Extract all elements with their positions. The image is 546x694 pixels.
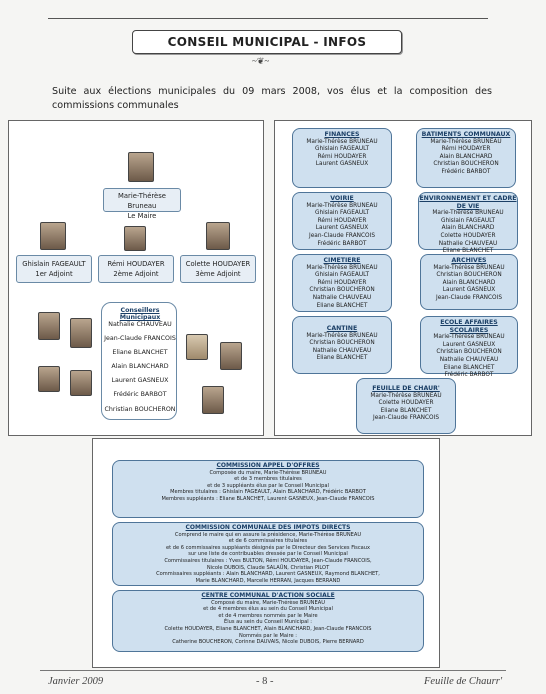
special-commission-title: CENTRE COMMUNAL D'ACTION SOCIALE [201,592,335,599]
commission-member: Laurent GASNEUX [442,341,496,348]
commission-member: Christian BOUCHERON [436,349,502,356]
commission-title: FEUILLE DE CHAUR' [372,385,440,392]
commission-member: Jean-Claude FRANCOIS [436,294,502,301]
commission-member: Marie-Thérèse BRUNEAU [433,334,505,341]
commission-title: BATIMENTS COMMUNAUX [421,131,511,138]
councillor-photo [202,386,224,414]
commission-member: Alain BLANCHARD [442,279,496,286]
special-commission-box [112,522,424,586]
commission-member: Eliane BLANCHET [443,364,495,371]
special-commission-line: Élus au sein du Conseil Municipal : [224,619,312,626]
commission-member: Ghislain FAGEAULT [314,146,370,153]
footer-date: Janvier 2009 [48,676,104,687]
commission-member: Eliane BLANCHET [316,302,368,309]
commission-title: ENVIRONNEMENT ET CADRE DE VIE [419,195,517,210]
commission-member: Alain BLANCHARD [441,225,495,232]
special-commission-line: Comprend le maire qui en assure la présidence, Marie-Thérèse BRUNEAU [174,531,362,538]
commission-box [418,192,518,255]
special-commission-line: et de 4 membres nommés par le Maire [218,612,318,619]
commission-member: Nathalie CHAUVEAU [312,294,372,301]
commission-member: Nathalie CHAUVEAU [439,356,499,363]
commission-box [420,254,518,310]
special-commission-line: Nicole DUBOIS, Claude SALAÜN, Christian PILOT [206,564,330,571]
councillors-title: Conseillers Municipaux [119,307,161,321]
special-commission-line: et de 4 membres élus au sein du Conseil Municipal [203,606,333,613]
commission-member: Ghislain FAGEAULT [314,210,370,217]
councillor-photo [38,366,60,392]
adjoint-3-box [180,255,256,283]
commission-member: Marie-Thérèse BRUNEAU [306,138,378,145]
commission-member: Marie-Thérèse BRUNEAU [430,138,502,145]
councillor-name: Jean-Claude FRANCOIS [104,335,176,342]
commission-title: VOIRIE [330,195,354,202]
special-commission-line: et de 3 suppléants élus par le Conseil Municipal [207,482,329,489]
commission-box [292,254,392,312]
commission-box [416,128,516,188]
councillor-name: Nathalie CHAUVEAU [108,321,172,328]
special-commission-line: et de 3 membres titulaires [234,476,302,483]
mayor-photo [128,152,154,182]
commission-member: Ghislain FAGEAULT [314,272,370,279]
commission-member: Christian BOUCHERON [309,287,375,294]
special-commission-line: Commissaires suppléants : Alain BLANCHARD, Laurent GASNEUX, Raymond BLANCHET, [156,571,380,578]
commission-title: CIMETIERE [323,257,361,264]
councillor-photo [70,370,92,396]
special-commission-box [112,590,424,652]
special-commission-line: Catherine BOUCHERON, Corinne DAUVAIS, Nicole DUBOIS, Pierre BERNARD [172,639,364,646]
commission-member: Ghislain FAGEAULT [440,217,496,224]
special-commission-title: COMMISSION APPEL D'OFFRES [216,462,320,469]
adjoint-2-photo [124,226,146,251]
commission-member: Marie-Thérèse BRUNEAU [306,202,378,209]
commission-member: Marie-Thérèse BRUNEAU [432,210,504,217]
commission-member: Alain BLANCHARD [439,153,493,160]
footer-publication: Feuille de Chaurr' [424,676,503,687]
title-ornament: ~❦~ [252,56,270,66]
commission-box [292,316,392,374]
special-commission-line: Membres suppléants : Eliane BLANCHET, Laurent GASNEUX, Jean-Claude FRANCOIS [161,495,375,502]
commission-title: ARCHIVES [451,257,487,264]
commission-member: Laurent GASNEUX [442,287,496,294]
mayor-name: Marie-Thérèse Bruneau [118,192,166,210]
councillor-name: Laurent GASNEUX [111,377,169,384]
commission-member: Colette HOUDAYER [378,400,434,407]
commission-member: Frédéric BARBOT [441,168,491,175]
commission-member: Laurent GASNEUX [315,225,369,232]
special-commission-line: Composée du maire, Marie-Thérèse BRUNEAU [209,469,327,476]
special-commission-line: et de 6 commissaires suppléants désignés par le Directeur des Services Fiscaux [165,544,370,551]
commission-member: Christian BOUCHERON [309,340,375,347]
commission-member: Christian BOUCHERON [433,161,499,168]
commission-member: Rémi HOUDAYER [317,279,367,286]
councillor-name: Christian BOUCHERON [104,406,176,413]
commission-member: Laurent GASNEUX [315,161,369,168]
commission-member: Eliane BLANCHET [442,248,494,255]
commission-member: Rémi HOUDAYER [317,217,367,224]
councillors-box [101,302,177,420]
adjoint-1-name: Ghislain FAGEAULT [22,260,86,268]
commission-member: Eliane BLANCHET [316,355,368,362]
adjoint-2-name: Rémi HOUDAYER [107,260,165,268]
commission-member: Marie-Thérèse BRUNEAU [306,264,378,271]
commission-member: Jean-Claude FRANCOIS [309,232,375,239]
adjoint-3-name: Colette HOUDAYER [185,260,251,268]
commission-member: Colette HOUDAYER [440,232,496,239]
commission-box [292,128,392,188]
special-commission-line: Nommés par le Maire : [239,632,297,639]
special-commission-line: Membres titulaires : Ghislain FAGEAULT, Alain BLANCHARD, Frédéric BARBOT [170,489,366,496]
councillor-photo [220,342,242,370]
adjoint-1-role: 1er Adjoint [35,270,73,278]
special-commission-title: COMMISSION COMMUNALE DES IMPOTS DIRECTS [185,524,351,531]
mayor-role: Le Maire [127,212,157,220]
commission-member: Marie-Thérèse BRUNEAU [306,332,378,339]
mayor-box [103,188,181,220]
councillor-photo [186,334,208,360]
commission-member: Rémi HOUDAYER [441,146,491,153]
adjoint-3-role: 3ème Adjoint [195,270,241,278]
councillor-name: Eliane BLANCHET [112,349,168,356]
special-commission-line: Commissaires titulaires : Yves BULTON, Rémi HOUDAYER, Jean-Claude FRANCOIS, [164,557,372,564]
councillor-name: Frédéric BARBOT [113,391,167,398]
adjoint-1-box [16,255,92,283]
commission-member: Frédéric BARBOT [317,240,367,247]
intro-text: Suite aux élections municipales du 09 mars 2008, vos élus et la composition des commissions communales [52,86,492,111]
commission-title: CANTINE [326,325,358,332]
special-commission-line: sur une liste de contribuables dressée par le Conseil Municipal [188,551,348,558]
special-commission-line: Composé du maire, Marie-Thérèse BRUNEAU [211,599,325,606]
adjoint-3-photo [206,222,230,250]
commission-member: Rémi HOUDAYER [317,153,367,160]
commission-box [292,192,392,250]
commission-member: Frédéric BARBOT [444,372,494,379]
special-commission-line: Marie BLANCHARD, Marcelle HERRAN, Jacques BERRAND [195,577,341,584]
special-commission-box [112,460,424,518]
commission-member: Christian BOUCHERON [436,272,502,279]
commission-member: Marie-Thérèse BRUNEAU [433,264,505,271]
footer-rule [40,670,506,671]
commission-member: Marie-Thérèse BRUNEAU [370,392,442,399]
adjoint-2-box [98,255,174,283]
adjoint-1-photo [40,222,66,250]
commission-member: Nathalie CHAUVEAU [438,240,498,247]
top-rule [48,18,488,19]
commission-box [356,378,456,434]
commission-box [420,316,518,379]
special-commission-line: Colette HOUDAYER, Eliane BLANCHET, Alain BLANCHARD, Jean-Claude FRANCOIS [164,625,372,632]
commission-member: Nathalie CHAUVEAU [312,347,372,354]
commission-title: ECOLE AFFAIRES SCOLAIRES [440,319,498,334]
commission-title: FINANCES [324,131,360,138]
adjoint-2-role: 2ème Adjoint [113,270,159,278]
councillor-photo [70,318,92,348]
councillor-photo [38,312,60,340]
commission-member: Eliane BLANCHET [380,407,432,414]
special-commission-line: et de 6 commissaires titulaires [228,538,308,545]
page-title: CONSEIL MUNICIPAL - INFOS [132,30,402,54]
commission-member: Jean-Claude FRANCOIS [373,415,439,422]
page-number: - 8 - [256,676,274,687]
councillor-name: Alain BLANCHARD [111,363,169,370]
